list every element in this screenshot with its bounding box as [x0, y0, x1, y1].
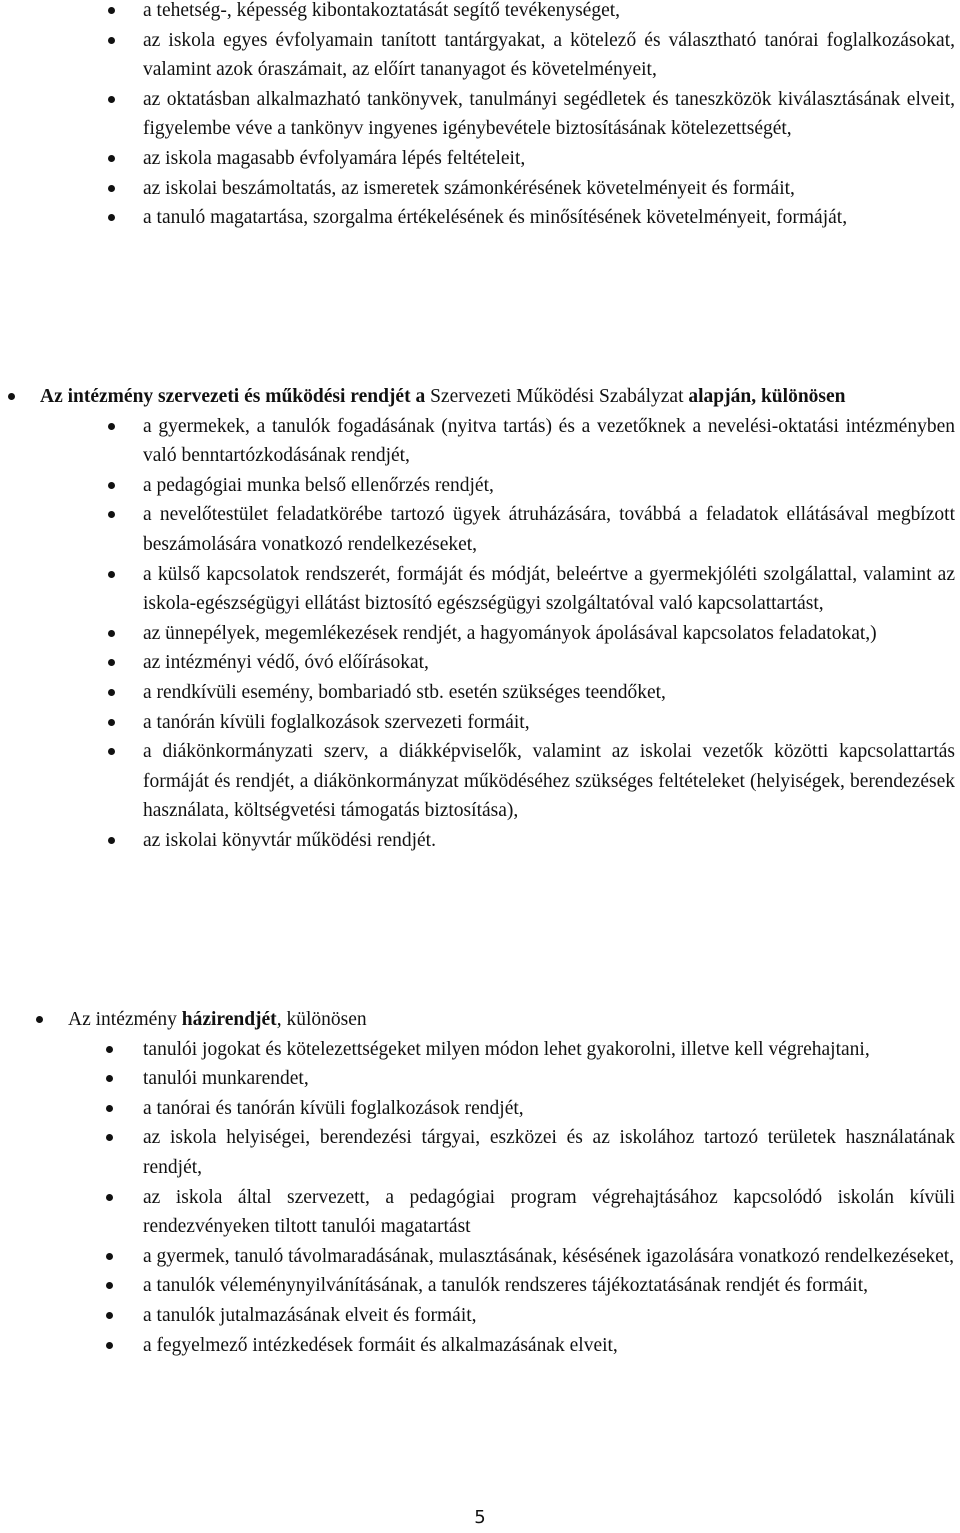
bullet-list — [0, 1035, 955, 1361]
list-item: az oktatásban alkalmazható tankönyvek, tanulmányi segédletek és taneszközök kiválasztásának elveit, figyelembe véve a tankönyv ingyenes igénybevétele biztosításának kötelezettségét, — [143, 85, 955, 144]
bullet-icon — [106, 1342, 113, 1349]
bullet-list — [0, 412, 955, 856]
list-item: a külső kapcsolatok rendszerét, formáját és módját, beleértve a gyermekjóléti szolgálattal, valamint az iskola-egészségügyi ellátást biztosító egészségügyi szolgáltatóval való kapcsolattartást, — [143, 560, 955, 619]
bullet-icon — [36, 1016, 43, 1023]
bullet-icon — [108, 748, 115, 755]
list-item: az iskola által szervezett, a pedagógiai program végrehajtásához kapcsolódó iskolán kívüli rendezvényeken tiltott tanulói magatartást — [143, 1183, 955, 1242]
bullet-icon — [108, 837, 115, 844]
bullet-icon — [106, 1105, 113, 1112]
bullet-icon — [108, 96, 115, 103]
list-item: tanulói munkarendet, — [143, 1064, 955, 1094]
list-item: a tehetség-, képesség kibontakoztatását segítő tevékenységet, — [143, 0, 955, 26]
bullet-icon — [108, 185, 115, 192]
bullet-icon — [108, 37, 115, 44]
bullet-icon — [108, 511, 115, 518]
bullet-icon — [106, 1282, 113, 1289]
list-item: a tanulók jutalmazásának elveit és formáit, — [143, 1301, 955, 1331]
list-item: a tanórán kívüli foglalkozások szervezeti formáit, — [143, 708, 955, 738]
list-item: az iskola egyes évfolyamain tanított tantárgyakat, a kötelező és választható tanórai foglalkozásokat, valamint azok óraszámait, az előírt tananyagot és követelményeit, — [143, 26, 955, 85]
bullet-icon — [108, 719, 115, 726]
bullet-list — [0, 0, 955, 233]
list-item: a diákönkormányzati szerv, a diákképviselők, valamint az iskolai vezetők közötti kapcsolattartás formáját és rendjét, a diákönkormányzat működéséhez szükséges feltételeket (helyiségek, berendezések használata, költségvetési támogatás biztosítása), — [143, 737, 955, 826]
list-item: a pedagógiai munka belső ellenőrzés rendjét, — [143, 471, 955, 501]
bullet-icon — [108, 7, 115, 14]
list-item: az iskola helyiségei, berendezési tárgyai, eszközei és az iskolához tartozó területek használatának rendjét, — [143, 1123, 955, 1182]
bullet-icon — [108, 423, 115, 430]
bullet-icon — [108, 482, 115, 489]
list-item: tanulói jogokat és kötelezettségeket milyen módon lehet gyakorolni, illetve kell végrehajtani, — [143, 1035, 955, 1065]
list-item: az intézményi védő, óvó előírásokat, — [143, 648, 955, 678]
list-item: az ünnepélyek, megemlékezések rendjét, a hagyományok ápolásával kapcsolatos feladatokat,) — [143, 619, 955, 649]
list-item: a rendkívüli esemény, bombariadó stb. esetén szükséges teendőket, — [143, 678, 955, 708]
bullet-icon — [106, 1194, 113, 1201]
bullet-icon — [106, 1046, 113, 1053]
list-item: a tanórai és tanórán kívüli foglalkozások rendjét, — [143, 1094, 955, 1124]
bullet-icon — [106, 1253, 113, 1260]
section-house-rules — [0, 1005, 955, 1360]
bullet-icon — [108, 659, 115, 666]
section-organizational-rules — [0, 382, 955, 856]
list-item: a tanuló magatartása, szorgalma értékelésének és minősítésének követelményeit, formáját, — [143, 203, 955, 233]
bullet-icon — [106, 1312, 113, 1319]
list-item: az iskolai könyvtár működési rendjét. — [143, 826, 955, 856]
list-item: az iskola magasabb évfolyamára lépés feltételeit, — [143, 144, 955, 174]
bullet-icon — [108, 214, 115, 221]
bullet-icon — [108, 571, 115, 578]
list-item: az iskolai beszámoltatás, az ismeretek számonkérésének követelményeit és formáit, — [143, 174, 955, 204]
bullet-icon — [8, 393, 15, 400]
bullet-icon — [108, 630, 115, 637]
list-item: a tanulók véleménynyilvánításának, a tanulók rendszeres tájékoztatásának rendjét és formáit, — [143, 1271, 955, 1301]
bullet-icon — [108, 689, 115, 696]
section-continued-list — [0, 0, 955, 233]
page-number: 5 — [474, 1507, 486, 1528]
section-heading: Az intézmény házirendjét, különösen — [68, 1005, 955, 1035]
bullet-icon — [106, 1134, 113, 1141]
list-item: a nevelőtestület feladatkörébe tartozó ügyek átruházására, továbbá a feladatok ellátásával megbízott beszámolására vonatkozó rendelkezéseket, — [143, 500, 955, 559]
list-item: a gyermekek, a tanulók fogadásának (nyitva tartás) és a vezetőknek a nevelési-oktatási intézményben való benntartózkodásának rendjét, — [143, 412, 955, 471]
bullet-icon — [108, 155, 115, 162]
list-item: a gyermek, tanuló távolmaradásának, mulasztásának, késésének igazolására vonatkozó rendelkezéseket, — [143, 1242, 955, 1272]
list-item: a fegyelmező intézkedések formáit és alkalmazásának elveit, — [143, 1331, 955, 1361]
bullet-icon — [106, 1075, 113, 1082]
section-heading: Az intézmény szervezeti és működési rendjét a Szervezeti Működési Szabályzat alapján, különösen — [40, 382, 955, 412]
